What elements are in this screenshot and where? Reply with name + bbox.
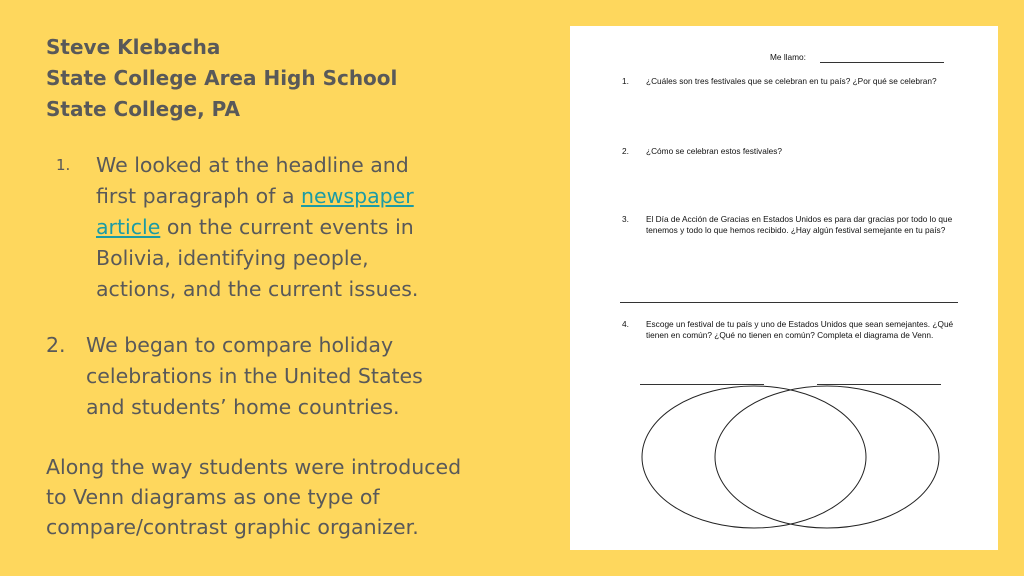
question-4-text: Escoge un festival de tu país y uno de Estados Unidos que sean semejantes. ¿Qué tienen en común? ¿Qué no tienen en común? Completa el diagrama de Venn. <box>646 319 954 340</box>
question-1-text: ¿Cuáles son tres festivales que se celebran en tu país? ¿Por qué se celebran? <box>646 76 937 86</box>
list-item-1-text-after: on the current events in Bolivia, identifying people, actions, and the current issues. <box>96 215 419 301</box>
author-name: Steve Klebacha <box>46 35 221 59</box>
question-1-number: 1. <box>622 76 629 86</box>
list-number-1: 1. <box>56 156 71 174</box>
question-4-number: 4. <box>622 319 629 329</box>
question-3-text: El Día de Acción de Gracias en Estados Unidos es para dar gracias por todo lo que tenemos y todo lo que hemos recibido. ¿Hay algún festival semejante en tu país? <box>646 214 953 235</box>
list-number-2: 2. <box>46 333 66 357</box>
worksheet-name-label: Me llamo: <box>770 52 806 62</box>
author-location: State College, PA <box>46 97 240 121</box>
question-2-number: 2. <box>622 146 629 156</box>
venn-circle-left <box>642 386 866 528</box>
question-2-text: ¿Cómo se celebran estos festivales? <box>646 146 783 156</box>
author-block <box>46 32 397 125</box>
venn-diagram <box>570 26 998 550</box>
question-3-number: 3. <box>622 214 629 224</box>
list-item-1 <box>96 150 441 305</box>
author-school: State College Area High School <box>46 66 398 90</box>
venn-circle-right <box>715 386 939 528</box>
newspaper-article-link[interactable]: newspaper article <box>96 184 414 239</box>
summary-text: Along the way students were introduced to Venn diagrams as one type of compare/contrast graphic organizer. <box>46 455 462 539</box>
worksheet-image <box>570 26 998 550</box>
list-item-1-text-before: We looked at the headline and first paragraph of a <box>96 153 409 208</box>
list-item-2: We began to compare holiday celebrations in the United States and students’ home countries. <box>86 333 423 419</box>
